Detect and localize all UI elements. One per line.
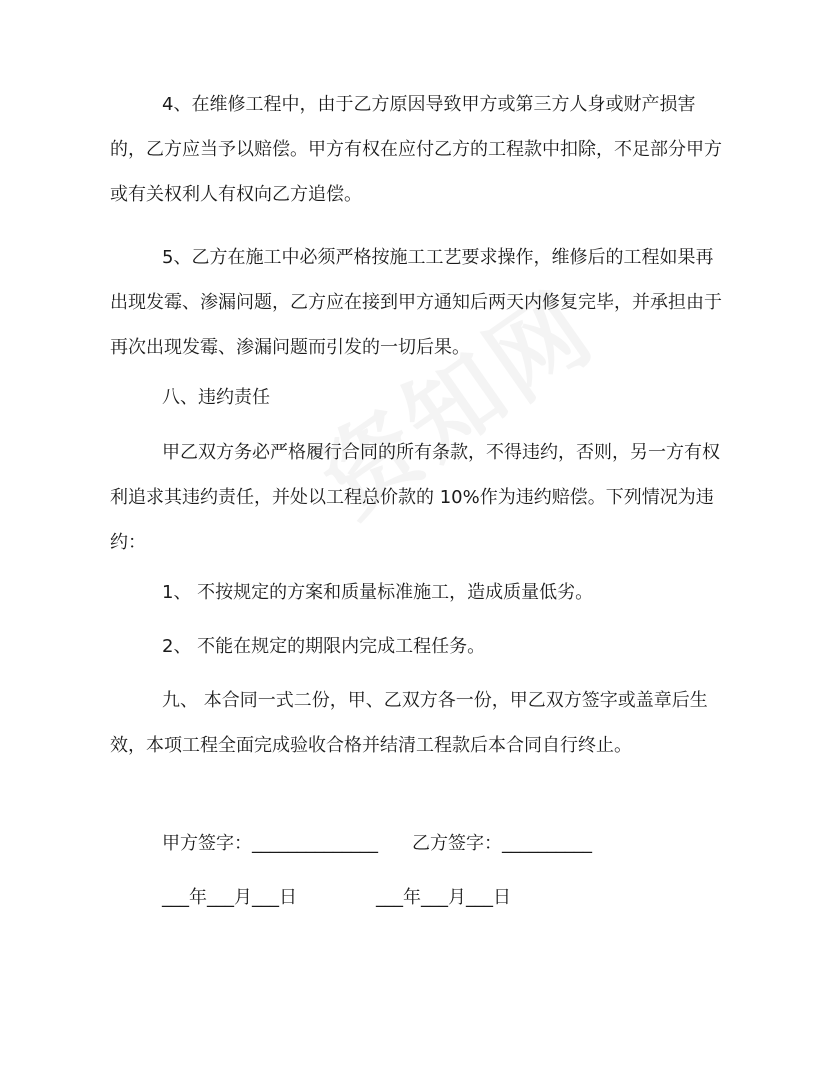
date-party-b: ___年___月___日	[376, 887, 511, 908]
signature-party-a: 甲方签字：______________	[162, 833, 378, 854]
list-item-breach-1: 1、 不按规定的方案和质量标准施工，造成质量低劣。	[162, 582, 594, 603]
paragraph-repair-obligation: 5、乙方在施工中必须严格按施工工艺要求操作，维修后的工程如果再出现发霉、渗漏问题，乙方应在接到甲方通知后两天内修复完毕，并承担由于再次出现发霉、渗漏问题而引发的一切后果。	[110, 247, 722, 358]
list-item-breach-2: 2、 不能在规定的期限内完成工程任务。	[162, 636, 486, 657]
paragraph-contract-copies: 九、 本合同一式二份，甲、乙双方各一份，甲乙双方签字或盖章后生效，本项工程全面完成验收合格并结清工程款后本合同自行终止。	[110, 690, 708, 756]
paragraph-damage-liability: 4、在维修工程中，由于乙方原因导致甲方或第三方人身或财产损害的，乙方应当予以赔偿。甲方有权在应付乙方的工程款中扣除，不足部分甲方或有关权利人有权向乙方追偿。	[110, 94, 722, 205]
signature-party-b: 乙方签字：__________	[412, 833, 592, 854]
paragraph-breach-terms: 甲乙双方务必严格履行合同的所有条款，不得违约，否则，另一方有权利追求其违约责任，并处以工程总价款的 10%作为违约赔偿。下列情况为违约：	[110, 442, 720, 553]
section-heading-breach: 八、违约责任	[162, 387, 270, 408]
date-party-a: ___年___月___日	[162, 887, 297, 908]
